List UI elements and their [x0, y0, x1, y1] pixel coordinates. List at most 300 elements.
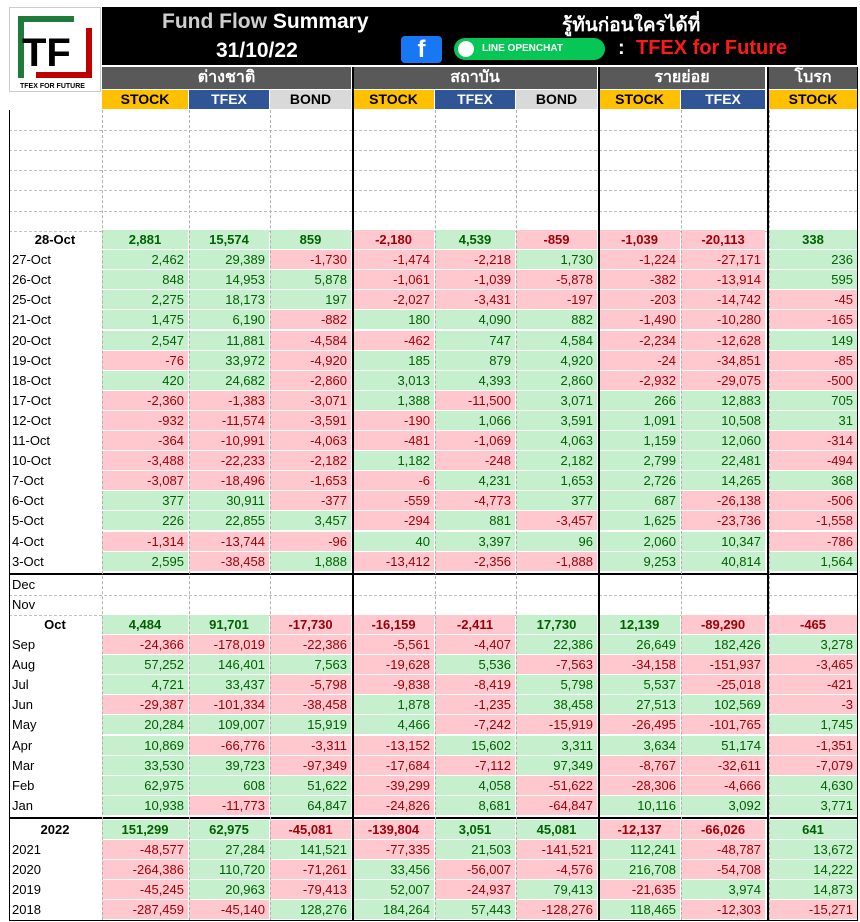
row-label: Feb: [12, 777, 35, 793]
value-cell: -128,276: [516, 900, 597, 919]
line-openchat-badge[interactable]: [454, 38, 605, 60]
value-cell: -190: [353, 411, 434, 430]
value-cell: 109,007: [189, 715, 269, 734]
grid-line: [189, 110, 190, 920]
value-cell: -20,113: [681, 230, 765, 249]
value-cell: 2,860: [516, 371, 597, 390]
grid-line: [9, 190, 857, 191]
group-separator: [767, 67, 769, 920]
value-cell: -97,349: [270, 756, 351, 775]
value-cell: 1,730: [516, 250, 597, 269]
value-cell: 17,730: [516, 615, 597, 634]
group-separator: [598, 67, 600, 920]
value-cell: 5,537: [599, 675, 680, 694]
value-cell: -2,180: [353, 230, 434, 249]
value-cell: -3,457: [516, 511, 597, 530]
value-cell: -1,490: [599, 310, 680, 329]
row-label: 27-Oct: [12, 252, 52, 268]
value-cell: 13,672: [769, 840, 857, 859]
value-cell: -48,787: [681, 840, 765, 859]
value-cell: 9,253: [599, 552, 680, 571]
value-cell: -1,383: [189, 391, 269, 410]
value-cell: 51,622: [270, 776, 351, 795]
value-cell: 595: [769, 270, 857, 289]
value-cell: -141,521: [516, 840, 597, 859]
logo-caption: TFEX FOR FUTURE: [20, 83, 85, 90]
value-cell: 24,682: [189, 371, 269, 390]
value-cell: -12,303: [681, 900, 765, 919]
row-label: 4-Oct: [12, 533, 44, 549]
grid-line: [9, 130, 857, 131]
row-label: Nov: [12, 596, 36, 612]
row-label: Apr: [12, 737, 33, 753]
value-cell: -76: [102, 351, 188, 370]
row-label: Dec: [12, 576, 36, 592]
value-cell: 22,386: [516, 635, 597, 654]
row-label: 21-Oct: [12, 312, 52, 328]
value-cell: 10,347: [681, 532, 765, 551]
value-cell: 2,060: [599, 532, 680, 551]
value-cell: -15,919: [516, 715, 597, 734]
value-cell: 1,066: [435, 411, 515, 430]
value-cell: -421: [769, 675, 857, 694]
value-cell: 118,465: [599, 900, 680, 919]
value-cell: -3,087: [102, 471, 188, 490]
value-cell: 96: [516, 532, 597, 551]
value-cell: 608: [189, 776, 269, 795]
value-cell: 40,814: [681, 552, 765, 571]
value-cell: 4,466: [353, 715, 434, 734]
value-cell: 4,090: [435, 310, 515, 329]
value-cell: -2,360: [102, 391, 188, 410]
row-label: 26-Oct: [12, 272, 52, 288]
value-cell: 10,508: [681, 411, 765, 430]
value-cell: 420: [102, 371, 188, 390]
value-cell: -13,744: [189, 532, 269, 551]
grid-line: [9, 211, 857, 212]
value-cell: 747: [435, 331, 515, 350]
value-cell: 2,726: [599, 471, 680, 490]
value-cell: 338: [769, 230, 857, 249]
value-cell: -96: [270, 532, 351, 551]
value-cell: 641: [769, 820, 857, 839]
value-cell: 151,299: [102, 820, 188, 839]
value-cell: -101,765: [681, 715, 765, 734]
grid-line: [9, 595, 857, 596]
value-cell: -264,386: [102, 860, 188, 879]
value-cell: -38,458: [270, 695, 351, 714]
value-cell: 2,462: [102, 250, 188, 269]
value-cell: 38,458: [516, 695, 597, 714]
value-cell: -39,299: [353, 776, 434, 795]
value-cell: -24,826: [353, 796, 434, 815]
report-date: 31/10/22: [216, 39, 298, 62]
value-cell: -8,419: [435, 675, 515, 694]
value-cell: -2,182: [270, 451, 351, 470]
value-cell: 4,393: [435, 371, 515, 390]
value-cell: -13,412: [353, 552, 434, 571]
value-cell: 97,349: [516, 756, 597, 775]
value-cell: -85: [769, 351, 857, 370]
value-cell: -165: [769, 310, 857, 329]
subheader-stock: STOCK: [102, 90, 188, 109]
value-cell: -2,234: [599, 331, 680, 350]
value-cell: 3,591: [516, 411, 597, 430]
value-cell: -2,932: [599, 371, 680, 390]
value-cell: -932: [102, 411, 188, 430]
value-cell: 3,311: [516, 736, 597, 755]
row-label: 2018: [12, 902, 41, 918]
value-cell: -11,500: [435, 391, 515, 410]
channel-name: TFEX for Future: [636, 37, 788, 59]
value-cell: 33,456: [353, 860, 434, 879]
value-cell: 39,723: [189, 756, 269, 775]
value-cell: -1,653: [270, 471, 351, 490]
value-cell: -3: [769, 695, 857, 714]
value-cell: 29,389: [189, 250, 269, 269]
value-cell: -17,684: [353, 756, 434, 775]
row-label: 2020: [12, 862, 41, 878]
value-cell: -48,577: [102, 840, 188, 859]
value-cell: 197: [270, 290, 351, 309]
value-cell: 15,919: [270, 715, 351, 734]
value-cell: -314: [769, 431, 857, 450]
value-cell: 3,092: [681, 796, 765, 815]
value-cell: 216,708: [599, 860, 680, 879]
group-retail: รายย่อย: [599, 67, 765, 89]
subheader-bond: BOND: [516, 90, 597, 109]
value-cell: -45: [769, 290, 857, 309]
group-broker: โบรก: [769, 67, 857, 89]
row-label: 17-Oct: [12, 392, 52, 408]
group-separator: [352, 67, 354, 920]
value-cell: -38,458: [189, 552, 269, 571]
value-cell: -10,280: [681, 310, 765, 329]
value-cell: 4,920: [516, 351, 597, 370]
value-cell: 33,437: [189, 675, 269, 694]
value-cell: 182,426: [681, 635, 765, 654]
value-cell: 368: [769, 471, 857, 490]
value-cell: 18,173: [189, 290, 269, 309]
table-border: [9, 920, 858, 921]
value-cell: -197: [516, 290, 597, 309]
value-cell: 3,397: [435, 532, 515, 551]
section-divider: [9, 817, 857, 819]
value-cell: -5,878: [516, 270, 597, 289]
value-cell: 1,878: [353, 695, 434, 714]
value-cell: -3,071: [270, 391, 351, 410]
row-label: Jun: [12, 697, 33, 713]
value-cell: 687: [599, 491, 680, 510]
value-cell: 6,190: [189, 310, 269, 329]
row-label: 10-Oct: [12, 453, 52, 469]
value-cell: -2,218: [435, 250, 515, 269]
value-cell: -1,039: [435, 270, 515, 289]
value-cell: -859: [516, 230, 597, 249]
value-cell: -382: [599, 270, 680, 289]
value-cell: 7,563: [270, 655, 351, 674]
value-cell: 3,071: [516, 391, 597, 410]
value-cell: -17,730: [270, 615, 351, 634]
value-cell: -2,027: [353, 290, 434, 309]
tfex-for-future-logo: [9, 7, 101, 92]
value-cell: -500: [769, 371, 857, 390]
subheader-tfex: TFEX: [435, 90, 515, 109]
value-cell: -1,314: [102, 532, 188, 551]
value-cell: 3,634: [599, 736, 680, 755]
value-cell: -79,413: [270, 880, 351, 899]
value-cell: 62,975: [102, 776, 188, 795]
value-cell: -4,773: [435, 491, 515, 510]
value-cell: -28,306: [599, 776, 680, 795]
page-title: [162, 10, 369, 34]
facebook-icon[interactable]: f: [401, 36, 442, 63]
value-cell: 1,182: [353, 451, 434, 470]
subheader-tfex: TFEX: [681, 90, 765, 109]
value-cell: -26,138: [681, 491, 765, 510]
value-cell: 22,481: [681, 451, 765, 470]
value-cell: -506: [769, 491, 857, 510]
value-cell: 20,963: [189, 880, 269, 899]
value-cell: -45,140: [189, 900, 269, 919]
value-cell: -2,356: [435, 552, 515, 571]
value-cell: 859: [270, 230, 351, 249]
value-cell: -377: [270, 491, 351, 510]
value-cell: -29,075: [681, 371, 765, 390]
value-cell: 14,222: [769, 860, 857, 879]
value-cell: -45,245: [102, 880, 188, 899]
value-cell: -2,860: [270, 371, 351, 390]
value-cell: 1,388: [353, 391, 434, 410]
value-cell: 377: [516, 491, 597, 510]
value-cell: -14,742: [681, 290, 765, 309]
value-cell: -294: [353, 511, 434, 530]
value-cell: 4,539: [435, 230, 515, 249]
value-cell: -4,584: [270, 331, 351, 350]
value-cell: -13,152: [353, 736, 434, 755]
value-cell: -66,776: [189, 736, 269, 755]
value-cell: -7,563: [516, 655, 597, 674]
value-cell: -203: [599, 290, 680, 309]
value-cell: -12,137: [599, 820, 680, 839]
grid-line: [9, 170, 857, 171]
row-label: 12-Oct: [12, 412, 52, 428]
value-cell: 64,847: [270, 796, 351, 815]
value-cell: -10,991: [189, 431, 269, 450]
value-cell: 12,060: [681, 431, 765, 450]
value-cell: 185: [353, 351, 434, 370]
row-label: 2021: [12, 842, 41, 857]
value-cell: 1,625: [599, 511, 680, 530]
value-cell: 21,503: [435, 840, 515, 859]
value-cell: -364: [102, 431, 188, 450]
value-cell: 62,975: [189, 820, 269, 839]
value-cell: -1,558: [769, 511, 857, 530]
value-cell: -9,838: [353, 675, 434, 694]
value-cell: -4,920: [270, 351, 351, 370]
value-cell: 26,649: [599, 635, 680, 654]
value-cell: -481: [353, 431, 434, 450]
value-cell: 1,888: [270, 552, 351, 571]
value-cell: -51,622: [516, 776, 597, 795]
value-cell: -12,628: [681, 331, 765, 350]
value-cell: -16,159: [353, 615, 434, 634]
value-cell: -22,233: [189, 451, 269, 470]
row-label: 11-Oct: [12, 433, 51, 448]
value-cell: -23,736: [681, 511, 765, 530]
row-label: Jul: [12, 677, 29, 693]
value-cell: 4,484: [102, 615, 188, 634]
subheader-bond: BOND: [270, 90, 351, 109]
row-label: Jan: [12, 797, 33, 813]
value-cell: 2,595: [102, 552, 188, 571]
value-cell: 2,275: [102, 290, 188, 309]
value-cell: -22,386: [270, 635, 351, 654]
row-label: 7-Oct: [12, 473, 44, 489]
value-cell: 4,058: [435, 776, 515, 795]
value-cell: -4,407: [435, 635, 515, 654]
promo-text: รู้ทันก่อนใครได้ที่: [562, 15, 701, 36]
value-cell: 3,974: [681, 880, 765, 899]
value-cell: 27,513: [599, 695, 680, 714]
value-cell: -882: [270, 310, 351, 329]
value-cell: -1,730: [270, 250, 351, 269]
value-cell: -6: [353, 471, 434, 490]
value-cell: -1,039: [599, 230, 680, 249]
value-cell: -1,474: [353, 250, 434, 269]
row-label: Mar: [12, 757, 35, 773]
value-cell: -32,611: [681, 756, 765, 775]
value-cell: 45,081: [516, 820, 597, 839]
value-cell: 377: [102, 491, 188, 510]
value-cell: -21,635: [599, 880, 680, 899]
tf-logo-icon: [10, 8, 100, 91]
value-cell: -7,079: [769, 756, 857, 775]
value-cell: -3,465: [769, 655, 857, 674]
value-cell: -5,561: [353, 635, 434, 654]
value-cell: 128,276: [270, 900, 351, 919]
value-cell: -66,026: [681, 820, 765, 839]
grid-line: [516, 110, 517, 920]
row-label: 5-Oct: [12, 513, 44, 529]
value-cell: -4,576: [516, 860, 597, 879]
value-cell: -7,242: [435, 715, 515, 734]
value-cell: 2,881: [102, 230, 188, 249]
table-border: [9, 110, 10, 920]
value-cell: 1,745: [769, 715, 857, 734]
row-label: May: [12, 717, 37, 733]
value-cell: -24,937: [435, 880, 515, 899]
value-cell: 3,013: [353, 371, 434, 390]
value-cell: 1,564: [769, 552, 857, 571]
value-cell: 79,413: [516, 880, 597, 899]
value-cell: 1,091: [599, 411, 680, 430]
table-border: [857, 67, 858, 920]
value-cell: -71,261: [270, 860, 351, 879]
value-cell: -786: [769, 532, 857, 551]
value-cell: -178,019: [189, 635, 269, 654]
value-cell: -19,628: [353, 655, 434, 674]
value-cell: 146,401: [189, 655, 269, 674]
line-openchat-label: LINE OPENCHAT: [482, 43, 563, 54]
value-cell: -1,224: [599, 250, 680, 269]
value-cell: -3,431: [435, 290, 515, 309]
value-cell: -4,666: [681, 776, 765, 795]
value-cell: 112,241: [599, 840, 680, 859]
value-cell: -56,007: [435, 860, 515, 879]
value-cell: 180: [353, 310, 434, 329]
value-cell: -27,171: [681, 250, 765, 269]
value-cell: 11,881: [189, 331, 269, 350]
value-cell: 4,063: [516, 431, 597, 450]
colon-separator: :: [618, 37, 625, 59]
grid-line: [270, 110, 271, 920]
value-cell: 5,536: [435, 655, 515, 674]
value-cell: 4,231: [435, 471, 515, 490]
value-cell: -151,937: [681, 655, 765, 674]
value-cell: 12,139: [599, 615, 680, 634]
value-cell: -34,158: [599, 655, 680, 674]
row-label: 6-Oct: [12, 493, 44, 509]
value-cell: 226: [102, 511, 188, 530]
value-cell: 3,051: [435, 820, 515, 839]
row-label: 28-Oct: [34, 232, 76, 247]
value-cell: -29,387: [102, 695, 188, 714]
value-cell: -24: [599, 351, 680, 370]
grid-line: [102, 110, 103, 920]
section-divider: [9, 573, 857, 575]
value-cell: 91,701: [189, 615, 269, 634]
value-cell: 110,720: [189, 860, 269, 879]
value-cell: -3,591: [270, 411, 351, 430]
group-institution: สถาบัน: [353, 67, 597, 89]
value-cell: 881: [435, 511, 515, 530]
subheader-tfex: TFEX: [189, 90, 269, 109]
value-cell: 52,007: [353, 880, 434, 899]
value-cell: -64,847: [516, 796, 597, 815]
value-cell: 10,116: [599, 796, 680, 815]
value-cell: 1,159: [599, 431, 680, 450]
value-cell: -559: [353, 491, 434, 510]
grid-line: [9, 150, 857, 151]
value-cell: -11,574: [189, 411, 269, 430]
value-cell: 15,602: [435, 736, 515, 755]
value-cell: -287,459: [102, 900, 188, 919]
value-cell: 27,284: [189, 840, 269, 859]
value-cell: 10,869: [102, 736, 188, 755]
value-cell: 2,799: [599, 451, 680, 470]
value-cell: 33,530: [102, 756, 188, 775]
value-cell: 8,681: [435, 796, 515, 815]
value-cell: 3,457: [270, 511, 351, 530]
value-cell: 2,547: [102, 331, 188, 350]
value-cell: 15,574: [189, 230, 269, 249]
grid-line: [435, 110, 436, 920]
value-cell: 2,182: [516, 451, 597, 470]
value-cell: -494: [769, 451, 857, 470]
value-cell: 705: [769, 391, 857, 410]
value-cell: -3,311: [270, 736, 351, 755]
row-label: 2019: [12, 882, 41, 898]
value-cell: -1,061: [353, 270, 434, 289]
value-cell: -248: [435, 451, 515, 470]
value-cell: -4,063: [270, 431, 351, 450]
value-cell: 149: [769, 331, 857, 350]
value-cell: -2,411: [435, 615, 515, 634]
value-cell: 10,938: [102, 796, 188, 815]
row-label: Sep: [12, 637, 36, 652]
grid-line: [681, 110, 682, 920]
